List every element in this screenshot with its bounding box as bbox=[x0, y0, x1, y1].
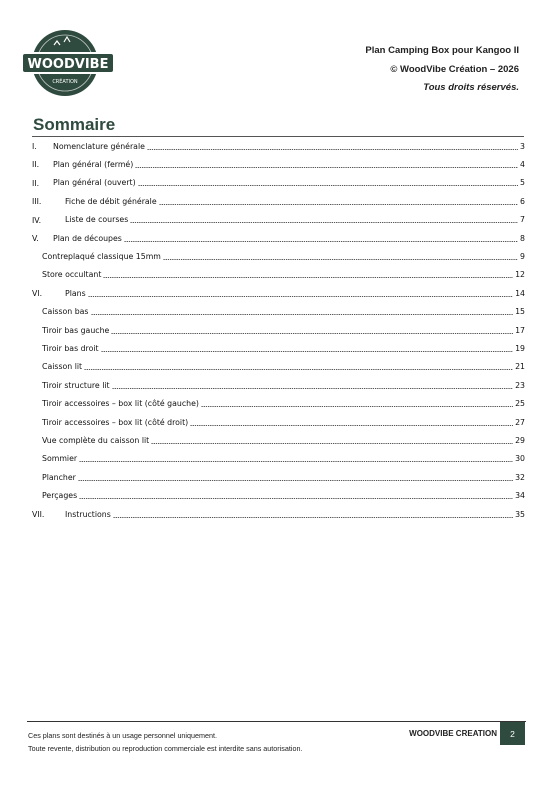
toc-entry-page: 17 bbox=[515, 325, 525, 335]
toc-dot-leader bbox=[79, 461, 513, 462]
toc-entry-number: I. bbox=[32, 142, 37, 151]
toc-entry-label: Perçages bbox=[42, 491, 78, 501]
toc-entry-number: V. bbox=[32, 234, 39, 243]
toc-entry-label: Fiche de débit générale bbox=[65, 196, 157, 206]
toc-entry-number: VI. bbox=[32, 289, 43, 299]
toc-entry-label: Tiroir bas gauche bbox=[42, 325, 110, 335]
toc-entry[interactable] bbox=[0, 450, 557, 468]
toc-entry[interactable] bbox=[0, 376, 557, 394]
toc-entry[interactable] bbox=[0, 505, 557, 523]
toc-entry[interactable] bbox=[0, 358, 557, 376]
toc-entry[interactable] bbox=[0, 413, 557, 431]
toc-dot-leader bbox=[130, 222, 518, 223]
toc-entry-label: Instructions bbox=[65, 509, 111, 519]
toc-entry-page: 32 bbox=[515, 472, 525, 482]
toc-entry[interactable] bbox=[0, 266, 557, 284]
toc-entry-page: 19 bbox=[515, 344, 525, 354]
toc-dot-leader bbox=[135, 167, 518, 168]
toc-entry[interactable] bbox=[0, 174, 557, 192]
toc-entry-label: Caisson lit bbox=[42, 362, 83, 372]
toc-entry-page: 21 bbox=[515, 362, 525, 372]
toc-entry-label: Plan général (fermé) bbox=[53, 160, 134, 170]
toc-entry-number: II. bbox=[32, 160, 40, 170]
toc-entry-label: Tiroir accessoires – box lit (côté gauche) bbox=[42, 399, 199, 409]
toc-entry-page: 14 bbox=[515, 288, 525, 298]
toc-entry[interactable] bbox=[0, 229, 557, 247]
page-number-badge: 2 bbox=[500, 722, 525, 745]
copyright-line: © WoodVibe Création – 2026 bbox=[390, 63, 519, 75]
toc-dot-leader bbox=[101, 351, 513, 352]
toc-dot-leader bbox=[88, 296, 513, 297]
toc-entry[interactable] bbox=[0, 395, 557, 413]
toc-entry[interactable] bbox=[0, 487, 557, 505]
toc-entry-page: 6 bbox=[520, 196, 525, 206]
toc-entry-number: II. bbox=[32, 178, 40, 188]
toc-dot-leader bbox=[84, 369, 513, 370]
toc-entry-page: 34 bbox=[515, 491, 525, 501]
toc-entry-page: 4 bbox=[520, 160, 525, 170]
toc-entry[interactable] bbox=[0, 284, 557, 302]
toc-entry-label: Tiroir bas droit bbox=[42, 344, 99, 354]
footer-notice-line2: Toute revente, distribution ou reproduction commerciale est interdite sans autorisation. bbox=[28, 744, 303, 753]
rights-line: Tous droits réservés. bbox=[423, 82, 519, 93]
toc-entry-label: Store occultant bbox=[42, 270, 102, 280]
toc-entry-label: Plan général (ouvert) bbox=[53, 178, 136, 188]
toc-entry-page: 29 bbox=[515, 436, 525, 446]
toc-dot-leader bbox=[78, 480, 513, 481]
toc-dot-leader bbox=[147, 149, 518, 150]
toc-dot-leader bbox=[112, 388, 513, 389]
toc-entry[interactable] bbox=[0, 137, 557, 155]
toc-entry[interactable] bbox=[0, 303, 557, 321]
toc-entry-page: 15 bbox=[515, 307, 525, 317]
toc-entry-label: Vue complète du caisson lit bbox=[42, 436, 150, 446]
footer-brand: WOODVIBE CREATION bbox=[409, 729, 497, 738]
toc-entry-label: Liste de courses bbox=[65, 215, 129, 225]
toc-entry[interactable] bbox=[0, 192, 557, 210]
toc-dot-leader bbox=[138, 185, 518, 186]
toc-dot-leader bbox=[201, 406, 513, 407]
toc-entry-page: 25 bbox=[515, 399, 525, 409]
toc-entry-page: 35 bbox=[515, 509, 525, 519]
toc-entry-page: 27 bbox=[515, 417, 525, 427]
toc-title: Sommaire bbox=[33, 115, 116, 134]
toc-dot-leader bbox=[163, 259, 518, 260]
toc-entry-page: 7 bbox=[520, 215, 525, 225]
toc-entry-number: IV. bbox=[32, 215, 42, 225]
toc-entry-label: Caisson bas bbox=[42, 307, 89, 317]
logo-subtext: CRÉATION bbox=[52, 79, 78, 85]
toc-entry-label: Sommier bbox=[42, 454, 78, 464]
toc-entry-page: 23 bbox=[515, 380, 525, 390]
toc-dot-leader bbox=[190, 425, 513, 426]
toc-entry-number: VII. bbox=[32, 510, 45, 519]
toc-entry-label: Plan de découpes bbox=[53, 233, 122, 243]
toc-entry[interactable] bbox=[0, 247, 557, 265]
toc-entry-label: Plans bbox=[65, 288, 86, 298]
toc-dot-leader bbox=[124, 241, 518, 242]
document-title: Plan Camping Box pour Kangoo II bbox=[365, 45, 519, 56]
toc-entry[interactable] bbox=[0, 431, 557, 449]
toc-dot-leader bbox=[111, 333, 513, 334]
toc-dot-leader bbox=[151, 443, 513, 444]
toc-entry-page: 30 bbox=[515, 454, 525, 464]
toc-entry-label: Nomenclature générale bbox=[53, 141, 145, 151]
toc-entry[interactable] bbox=[0, 155, 557, 173]
toc-entry-label: Plancher bbox=[42, 472, 76, 482]
toc-entry[interactable] bbox=[0, 211, 557, 229]
toc-dot-leader bbox=[91, 314, 514, 315]
footer-notice-line1: Ces plans sont destinés à un usage personnel uniquement. bbox=[28, 731, 217, 740]
toc-entry-page: 5 bbox=[520, 178, 525, 188]
toc-dot-leader bbox=[79, 498, 513, 499]
logo-wordmark: WOODVIBE bbox=[27, 57, 109, 72]
toc-dot-leader bbox=[113, 517, 513, 518]
toc-entry-page: 3 bbox=[520, 141, 525, 151]
footer-divider bbox=[27, 721, 526, 722]
toc-dot-leader bbox=[159, 204, 518, 205]
woodvibe-logo bbox=[20, 27, 116, 99]
toc-entry-page: 8 bbox=[520, 233, 525, 243]
toc-entry[interactable] bbox=[0, 468, 557, 486]
document-header bbox=[365, 42, 519, 98]
footer-notice bbox=[28, 729, 302, 755]
toc-entry-page: 12 bbox=[515, 270, 525, 280]
toc-entry[interactable] bbox=[0, 339, 557, 357]
toc-dot-leader bbox=[103, 277, 513, 278]
toc-entry-number: III. bbox=[32, 197, 42, 207]
toc-entry-label: Tiroir structure lit bbox=[42, 380, 110, 390]
toc-entry-label: Contreplaqué classique 15mm bbox=[42, 252, 161, 262]
toc-entry-page: 9 bbox=[520, 252, 525, 262]
toc-entry-label: Tiroir accessoires – box lit (côté droit) bbox=[42, 417, 189, 427]
toc-entry[interactable] bbox=[0, 321, 557, 339]
